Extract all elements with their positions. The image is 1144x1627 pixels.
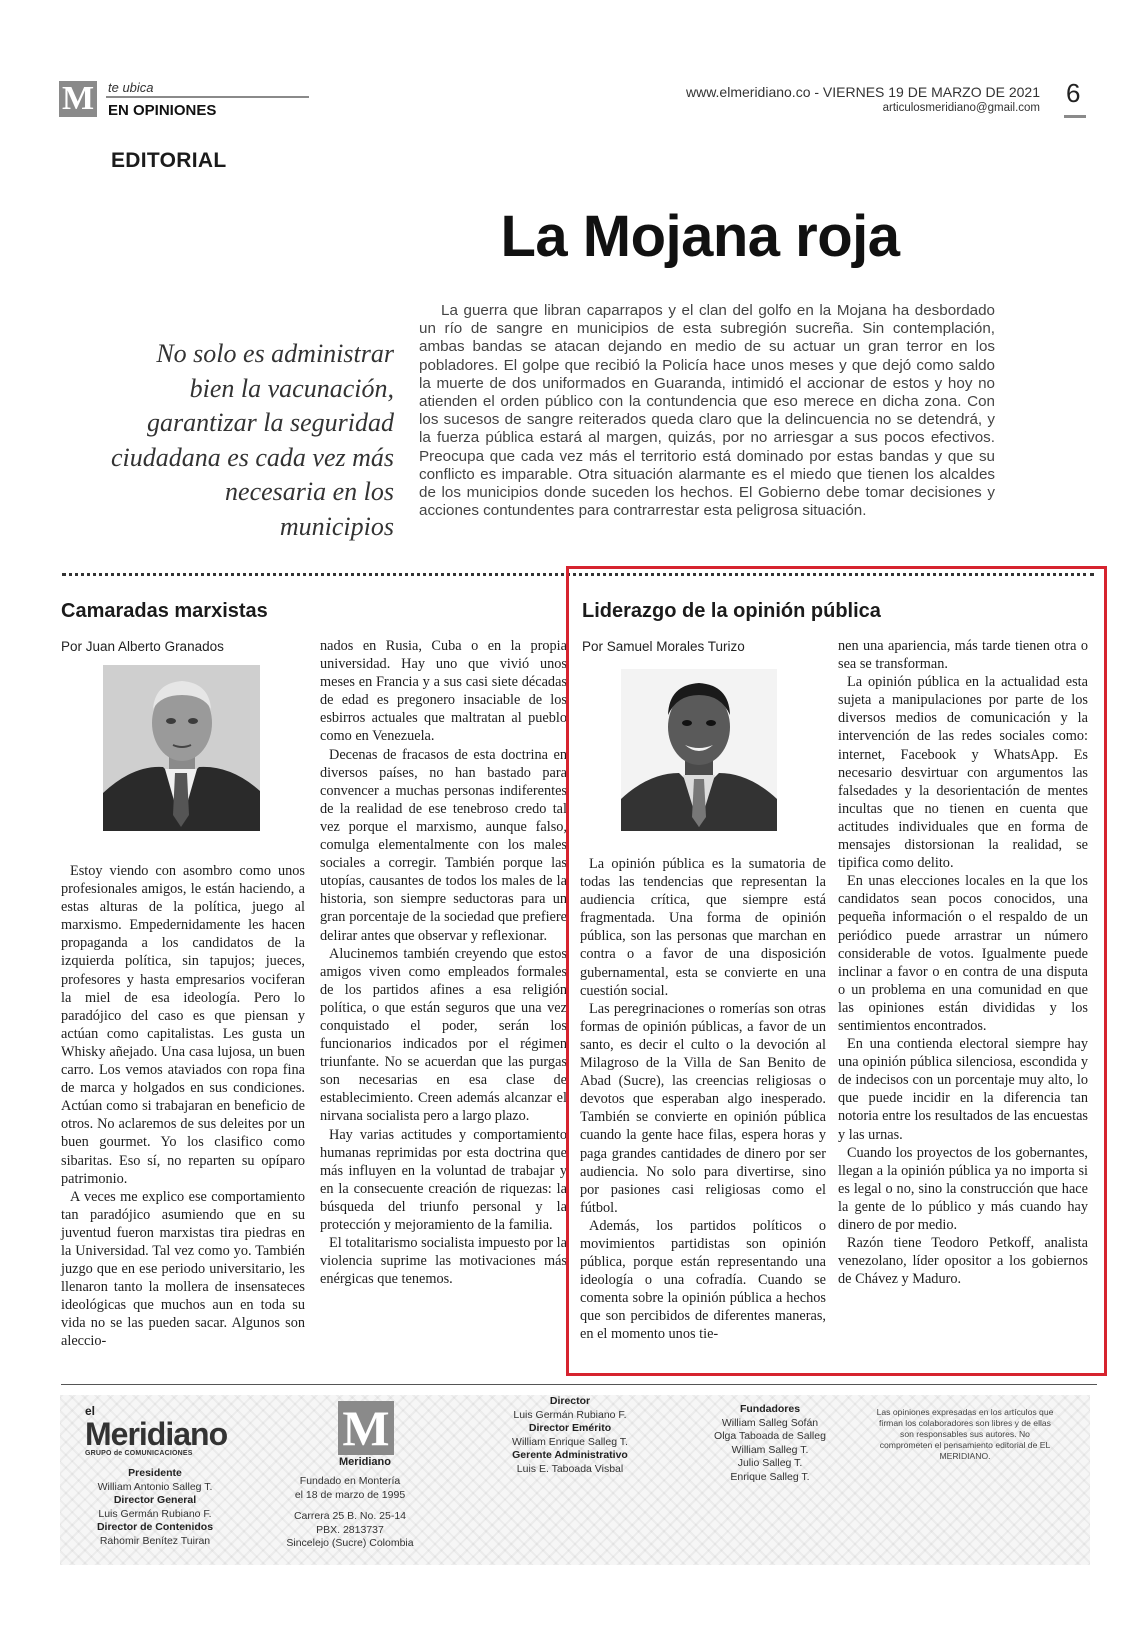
section-rule bbox=[106, 96, 309, 98]
paragraph: Cuando los proyectos de los gobernantes, llegan a la opinión pública ya no importa si es legal o no, sino la construcción que hace la gente de lo público y más cuando hay dinero de por medio. bbox=[838, 1144, 1088, 1233]
article-title-camaradas: Camaradas marxistas bbox=[61, 600, 268, 622]
section-tag: te ubica bbox=[108, 80, 154, 95]
article-column-liderazgo-1 bbox=[580, 855, 826, 1344]
section-logo: M bbox=[59, 81, 97, 117]
page-number-rule bbox=[1064, 115, 1086, 118]
brand-name: Meridiano bbox=[85, 1416, 228, 1452]
article-title-liderazgo: Liderazgo de la opinión pública bbox=[582, 600, 881, 622]
paragraph: El totalitarismo socialista impuesto por la violencia suprime las motivaciones más enérgicas que tenemos. bbox=[320, 1235, 567, 1288]
paragraph: En unas elecciones locales en la que los candidatos sean pocos conocidos, una pequeña información o el respaldo de un periódico puede arrastrar un número considerable de votos. Igualmente puede inclinar a favor o en contra de una disputa o un problema en una comunidad en que las opiniones están divididas y los sentimientos encontrados. bbox=[838, 873, 1088, 1034]
article-byline-morales: Por Samuel Morales Turizo bbox=[582, 639, 745, 654]
brand-subtitle: GRUPO de COMUNICACIONES bbox=[85, 1450, 193, 1457]
staff-name: Rahomir Benítez Tuiran bbox=[99, 1534, 211, 1547]
spacer bbox=[270, 1502, 430, 1510]
founding-line: Fundado en Montería bbox=[299, 1475, 401, 1487]
paragraph: A veces me explico ese comportamiento tan paradójico asumiendo que en su juventud fueron marxistas tira piedras en la Universidad. Tal vez como yo. También juzgo que en ese periodo universitario, les llenaron tanto la mollera de insensateces ideológicas que muchos aun en toda su vida no se las pueden sacar. Algunos son aleccio- bbox=[61, 1188, 305, 1350]
footer-logo-mark: M bbox=[338, 1401, 394, 1455]
address-line: Carrera 25 B. No. 25-14 bbox=[293, 1510, 407, 1523]
brand-el: el bbox=[85, 1404, 96, 1418]
brand-logo bbox=[85, 1404, 227, 1457]
staff-name: William Enrique Salleg T. bbox=[512, 1435, 628, 1448]
staff-list-a bbox=[70, 1467, 240, 1549]
masthead-footer bbox=[60, 1395, 1090, 1565]
staff-name: Luis Germán Rubiano F. bbox=[98, 1507, 212, 1520]
paragraph: Las peregrinaciones o romerías son otras formas de opinión públicas, a favor de un santo, es decir el culto o la devoción al Milagroso de la Villa de San Benito de Abad (Sucre), las creencias religiosas o devotos que esperaban algo inesperado. También se convierte en opinión pública cuando la gente hace filas, espera horas y paga grandes cantidades de dinero por ser audiencia. No solo para divertirse, sino por pasiones casi religiosas como el fútbol. bbox=[580, 1000, 826, 1216]
footer-divider bbox=[61, 1384, 1097, 1385]
article-column-liderazgo-2 bbox=[838, 637, 1088, 1288]
phone-line: PBX. 2813737 bbox=[316, 1523, 384, 1536]
editorial-body: La guerra que libran caparrapos y el clan del golfo en la Mojana ha desbordado un río de sangre en municipios de esta subregión sucreña. Sin contemplación, ambas bandas se atacan dejando en medio de su actuar un gran terror en los pobladores. El golpe que recibió la Policía hace unos meses y que dejó como saldo la muerte de dos uniformados en Guaranda, intimidó el accionar de estos y hoy no atienden el orden público con la contundencia que eso merece en dicha zona. Con los sucesos de sangre reiterados queda claro que la delincuencia no se detendrá, y la fuerza pública estará al margen, quizás, por no arriesgar a sus pocos efectivos. Preocupa que cada vez más el territorio está dominado por estas bandas y que su conflicto es imparable. Otra situación alarmante es el miedo que tienen los alcaldes de los municipios donde suceden los hechos. El Gobierno debe tomar decisiones y acciones contundentes para contrarrestar esta peligrosa situación. bbox=[419, 302, 995, 520]
author-photo-granados bbox=[103, 665, 260, 831]
section-name: EN OPINIONES bbox=[108, 102, 217, 119]
staff-name: William Antonio Salleg T. bbox=[97, 1480, 213, 1493]
city-line: Sincelejo (Sucre) Colombia bbox=[286, 1537, 414, 1550]
staff-role: Director General bbox=[113, 1494, 197, 1507]
founders-list bbox=[690, 1403, 850, 1485]
article-column-camaradas-2 bbox=[320, 637, 567, 1288]
paragraph: Razón tiene Teodoro Petkoff, analista venezolano, líder opositor a los gobiernos de Chávez y Maduro. bbox=[838, 1235, 1088, 1288]
disclaimer: Las opiniones expresadas en los artículos que firman los colaboradores son libres y de ellas son responsables sus autores. No comprometen el pensamiento editorial de EL MERIDIANO. bbox=[876, 1407, 1054, 1461]
founder-name: William Salleg T. bbox=[731, 1443, 809, 1456]
footer-logo-text: Meridiano bbox=[339, 1456, 391, 1468]
staff-name: Luis Germán Rubiano F. bbox=[513, 1408, 627, 1421]
article-byline-granados: Por Juan Alberto Granados bbox=[61, 639, 224, 654]
paragraph: La opinión pública es la sumatoria de todas las tendencias que representan la audiencia crítica, que siempre está fragmentada. Una forma de opinión pública, son las personas que marchan en contra o a favor de una disposición gubernamental, esta se convierte en una cuestión social. bbox=[580, 856, 826, 999]
masthead-date[interactable]: www.elmeridiano.co - VIERNES 19 DE MARZO DE 2021 bbox=[685, 84, 1040, 100]
paragraph: Hay varias actitudes y comportamiento humanas reprimidas por esta doctrina que más influyen en la voluntad de trabajar y en la consecuente creación de riquezas: la búsqueda del triunfo personal y la protección y mejoramiento de la familia. bbox=[320, 1126, 567, 1233]
staff-role: Gerente Administrativo bbox=[512, 1449, 628, 1462]
founder-name: Olga Taboada de Salleg bbox=[714, 1430, 826, 1443]
paragraph: La opinión pública en la actualidad esta sujeta a manipulaciones por parte de los diversos medios de comunicación y la intervención de las redes sociales como: internet, Facebook y WhatsApp. Es necesario desvirtuar con argumentos las falsedades y la desorientación de mentes incultas que no tienen en cuenta que actitudes individuales que en forma de mensajes distorsionan la realidad, se tipifica como delito. bbox=[838, 674, 1088, 872]
staff-role: Presidente bbox=[128, 1467, 182, 1479]
founder-name: Enrique Salleg T. bbox=[730, 1470, 810, 1483]
paragraph: Además, los partidos políticos o movimientos partidistas son opinión pública, porque están representando una ideología o una cofradía. Cuando se comenta sobre la opinión pública a hechos que son percibidos de diferentes maneras, en el momento unos tie- bbox=[580, 1217, 826, 1343]
paragraph: Estoy viendo con asombro como unos profesionales amigos, le están haciendo, a estas alturas de la política, juego al marxismo. Empedernidamente les hacen propaganda a los candidatos de la izquierda política, sin tapujos; jueces, profesores y hasta empresarios vociferan la miel de esa ideología. Pero lo paradójico del caso es que piensan y actúan como capitalistas. Les gusta un Whisky añejado. Una casa lujosa, un buen carro. Los vemos ataviados con ropa fina de marca y holgados en sus condiciones. Actúan como si trabajaran en beneficio de otros. No aclaremos de sus deleites por un buen gourmet. Yo los clasifico como sibaritas. Eso sí, no reparten su opíparo patrimonio. bbox=[61, 863, 305, 1187]
staff-role: Director de Contenidos bbox=[96, 1521, 214, 1534]
founder-name: Julio Salleg T. bbox=[737, 1457, 803, 1470]
contact-email[interactable]: articulosmeridiano@gmail.com bbox=[882, 102, 1040, 114]
editorial-headline: La Mojana roja bbox=[500, 204, 900, 269]
article-column-camaradas-1 bbox=[61, 862, 305, 1351]
page-number: 6 bbox=[1066, 78, 1081, 108]
founder-name: William Salleg Sofán bbox=[721, 1416, 819, 1429]
editorial-pull-quote: No solo es administrar bien la vacunación, garantizar la seguridad ciudadana es cada vez más necesaria en los municipios bbox=[110, 339, 394, 541]
founding-line: el 18 de marzo de 1995 bbox=[294, 1488, 406, 1501]
paragraph: Decenas de fracasos de esta doctrina en diversos países, no han bastado para convencer a muchas personas indiferentes de la realidad de ese tenebroso credo tal vez porque el marxismo, aunque falso, comulga elementalmente con los males sociales a corregir. También porque las utopías, causantes de todos los males de la historia, son siempre seductoras para un gran porcentaje de la sociedad que prefiere delirar antes que observar y reflexionar. bbox=[320, 746, 567, 944]
paragraph: nen una apariencia, más tarde tienen otra o sea se transforman. bbox=[838, 638, 1088, 673]
editorial-kicker: EDITORIAL bbox=[111, 149, 227, 172]
founding-info bbox=[270, 1475, 430, 1551]
staff-role: Director Emérito bbox=[528, 1422, 612, 1435]
staff-name: Luis E. Taboada Visbal bbox=[516, 1462, 624, 1475]
founders-title: Fundadores bbox=[739, 1403, 801, 1415]
author-photo-morales bbox=[621, 669, 777, 831]
paragraph: nados en Rusia, Cuba o en la propia universidad. Hay uno que vivió unos meses en Francia y a sus casi siete décadas de edad es pregonero insaciable de los esbirros actuales que maltratan al pueblo como en Venezuela. bbox=[320, 638, 567, 745]
staff-role: Director bbox=[549, 1395, 591, 1407]
paragraph: Alucinemos también creyendo que estos amigos viven como empleados formales de los partidos afines a esa religión política, o que están seguros que una vez conquistado el poder, serán los funcionarios indicados por el régimen triunfante. No se acuerdan que las purgas son necesarias en esa clase de establecimiento. Creen además alcanzar el nirvana socialista pero a largo plazo. bbox=[320, 945, 567, 1125]
staff-list-c bbox=[480, 1395, 660, 1477]
paragraph: En una contienda electoral siempre hay una opinión pública silenciosa, escondida y de indecisos con un porcentaje muy alto, lo que puede incidir en la diferencia tan notoria entre los resultados de las encuestas y las urnas. bbox=[838, 1036, 1088, 1143]
